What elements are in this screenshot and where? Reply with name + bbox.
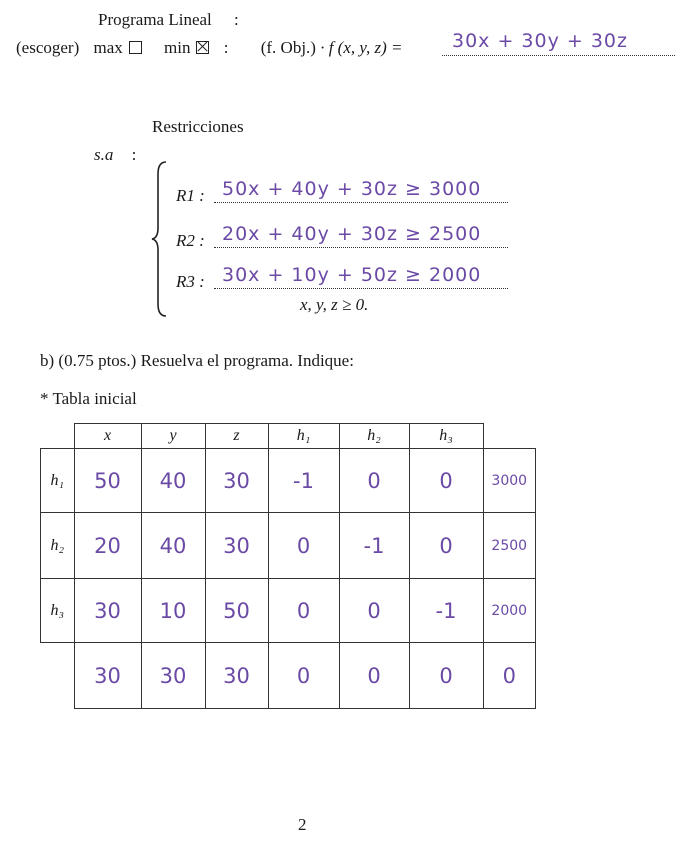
title-colon: : — [234, 10, 239, 29]
r3-label: R3 : — [176, 272, 205, 291]
table-cell: 40 — [141, 513, 205, 579]
table-cell: -1 — [409, 579, 483, 643]
table-cell: 0 — [409, 513, 483, 579]
table-cell: 30 — [74, 643, 141, 709]
table-cell: 10 — [141, 579, 205, 643]
sa-line — [94, 145, 136, 165]
col-header: h₃ — [409, 424, 483, 449]
row-label: h₁ — [41, 449, 75, 513]
program-title — [98, 10, 239, 30]
col-header: z — [205, 424, 268, 449]
table-cell: 0 — [268, 643, 339, 709]
table-cell: 0 — [339, 579, 409, 643]
table-cell: -1 — [339, 513, 409, 579]
r1-dotted-line — [214, 202, 508, 203]
table-cell: 30 — [74, 579, 141, 643]
min-checkbox[interactable] — [196, 41, 209, 54]
constraint-brace — [150, 160, 170, 318]
objective-dotted-line — [442, 55, 675, 56]
r1-answer: 50x + 40y + 30z ≥ 3000 — [222, 178, 482, 200]
min-label: min — [164, 38, 191, 57]
rhs-cell: 0 — [483, 643, 536, 709]
row-label: h₃ — [41, 579, 75, 643]
objective-row-blank — [41, 643, 75, 709]
col-header: x — [74, 424, 141, 449]
table-cell: 40 — [141, 449, 205, 513]
table-cell: 20 — [74, 513, 141, 579]
row-label: h₂ — [41, 513, 75, 579]
table-cell: 30 — [205, 513, 268, 579]
max-label: max — [93, 38, 123, 57]
table-cell: 0 — [409, 643, 483, 709]
table-cell: -1 — [268, 449, 339, 513]
r3-dotted-line — [214, 288, 508, 289]
col-header: h₂ — [339, 424, 409, 449]
table-cell: 0 — [268, 579, 339, 643]
objective-label: (f. Obj.) — [260, 38, 316, 57]
table-cell: 0 — [339, 449, 409, 513]
header-row — [41, 424, 536, 449]
program-title-text: Programa Lineal — [98, 10, 212, 29]
simplex-table — [40, 423, 536, 709]
rhs-cell: 2500 — [483, 513, 536, 579]
objective-line — [16, 38, 403, 58]
table-subtitle: * Tabla inicial — [40, 389, 137, 408]
table-cell: 50 — [205, 579, 268, 643]
table-row — [41, 449, 536, 513]
rhs-header-blank — [483, 424, 536, 449]
objective-row — [41, 643, 536, 709]
table-row — [41, 513, 536, 579]
table-cell: 50 — [74, 449, 141, 513]
question-text: b) (0.75 ptos.) Resuelva el programa. Indique: — [40, 351, 354, 370]
r3-answer: 30x + 10y + 50z ≥ 2000 — [222, 264, 482, 286]
table-cell: 0 — [339, 643, 409, 709]
r2-label: R2 : — [176, 231, 205, 250]
choose-label: (escoger) — [16, 38, 80, 57]
rhs-cell: 3000 — [483, 449, 536, 513]
col-header: h₁ — [268, 424, 339, 449]
rhs-cell: 2000 — [483, 579, 536, 643]
r2-answer: 20x + 40y + 30z ≥ 2500 — [222, 223, 482, 245]
choice-colon: : — [223, 38, 229, 57]
table-cell: 0 — [409, 449, 483, 513]
objective-function: · f (x, y, z) = — [320, 38, 403, 57]
sa-label: s.a — [94, 145, 114, 164]
table-cell: 30 — [141, 643, 205, 709]
sa-colon: : — [131, 145, 137, 164]
table-row — [41, 579, 536, 643]
page-number: 2 — [298, 815, 307, 834]
col-header: y — [141, 424, 205, 449]
table-cell: 30 — [205, 643, 268, 709]
table-cell: 0 — [268, 513, 339, 579]
r2-dotted-line — [214, 247, 508, 248]
nonnegativity: x, y, z ≥ 0. — [300, 295, 369, 314]
objective-answer: 30x + 30y + 30z — [452, 30, 628, 52]
constraints-title: Restricciones — [152, 117, 244, 136]
table-cell: 30 — [205, 449, 268, 513]
corner-cell — [41, 424, 75, 449]
max-checkbox[interactable] — [129, 41, 142, 54]
r1-label: R1 : — [176, 186, 205, 205]
